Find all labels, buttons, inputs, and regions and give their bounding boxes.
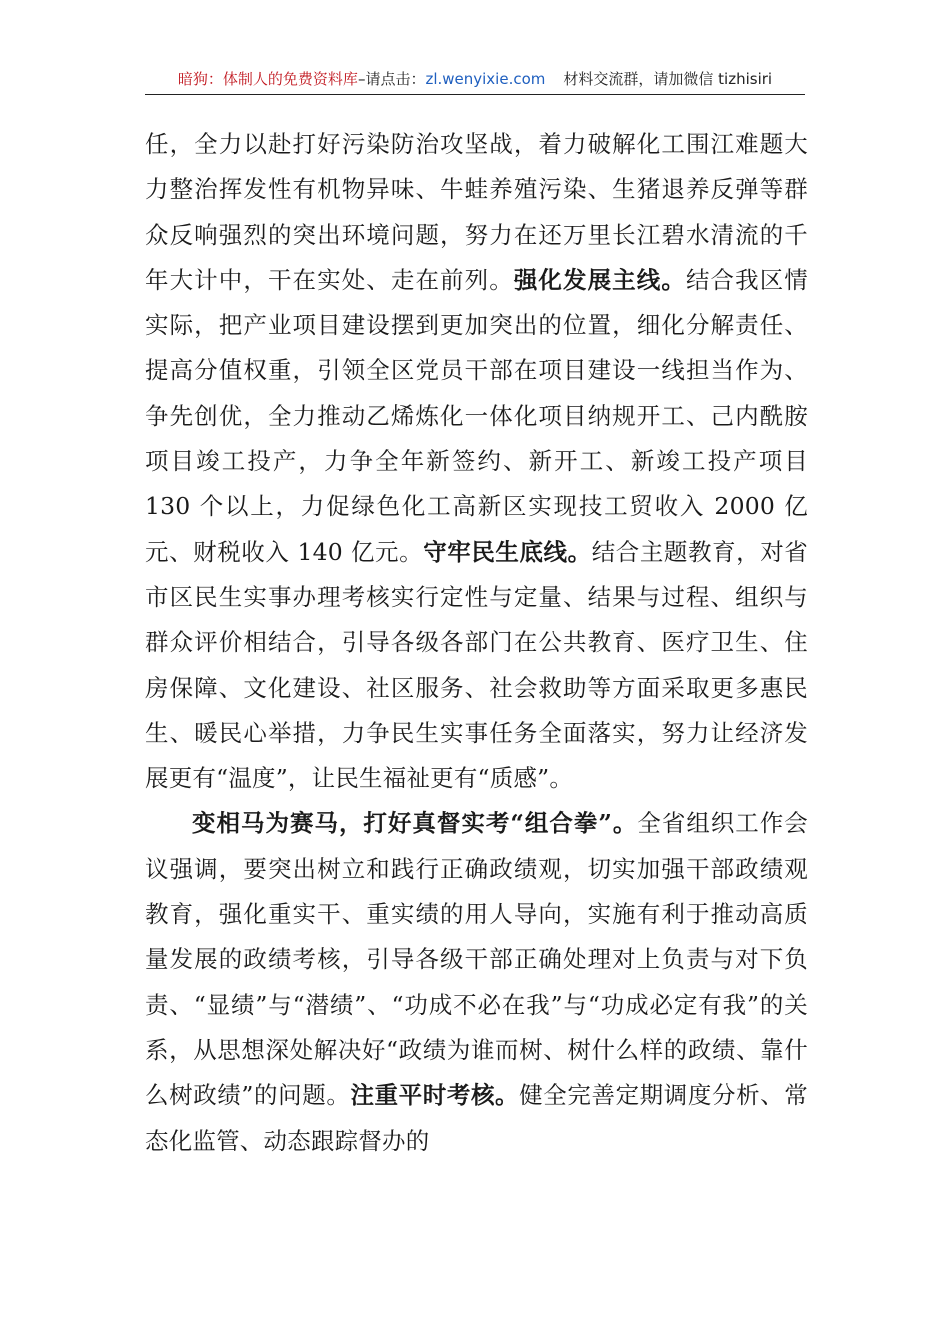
- header-prompt: –请点击：: [357, 70, 426, 88]
- heading-combination-punch: 变相马为赛马，打好真督实考“组合拳”。: [192, 809, 638, 838]
- page-header: [145, 64, 805, 95]
- paragraph-1: [145, 122, 808, 801]
- heading-strengthen-development: 强化发展主线。: [513, 265, 686, 294]
- text-segment: 任，全力以赴打好污染防治攻坚战，着力破解化工围江难题大力整治挥发性有机物异味、牛蛙养殖污染、生猪退养反弹等群众反响强烈的突出环境问题，努力在还万里长江碧水清流的千年大计中，干在实处、走在前列。: [145, 130, 808, 294]
- document-body: [145, 122, 808, 1164]
- paragraph-2: [145, 801, 808, 1163]
- text-segment: 健全完善定期调度分析、常态化监管、动态跟踪督办的: [145, 1081, 808, 1155]
- text-segment: 结合我区情实际，把产业项目建设摆到更加突出的位置，细化分解责任、提高分值权重，引领全区党员干部在项目建设一线担当作为、争先创优，全力推动乙烯炼化一体化项目纳规开工、己内酰胺项目竣工投产，力争全年新签约、新开工、新竣工投产项目 130 个以上，力促绿色化工高新区实现技工贸收入 2000 亿元、财税收入 140 亿元。: [145, 265, 809, 566]
- text-segment: 全省组织工作会议强调，要突出树立和践行正确政绩观，切实加强干部政绩观教育，强化重实干、重实绩的用人导向，实施有利于推动高质量发展的政绩考核，引导各级干部正确处理对上负责与对下负责、“显绩”与“潜绩”、“功成不必在我”与“功成必定有我”的关系，从思想深处解决好“政绩为谁而树、树什么样的政绩、靠什么树政绩”的问题。: [145, 809, 808, 1110]
- header-url-link[interactable]: zl.wenyixie.com: [425, 70, 546, 88]
- header-group-note: 材料交流群，请加微信 tizhisiri: [563, 70, 773, 88]
- heading-regular-assessment: 注重平时考核。: [350, 1081, 520, 1110]
- header-brand: 暗狗：体制人的免费资料库: [177, 70, 358, 88]
- heading-livelihood-baseline: 守牢民生底线。: [423, 537, 592, 566]
- text-segment: 结合主题教育，对省市区民生实事办理考核实行定性与定量、结果与过程、组织与群众评价相结合，引导各级各部门在公共教育、医疗卫生、住房保障、文化建设、社区服务、社会救助等方面采取更多惠民生、暖民心举措，力争民生实事任务全面落实，努力让经济发展更有“温度”，让民生福祉更有“质感”。: [145, 537, 808, 793]
